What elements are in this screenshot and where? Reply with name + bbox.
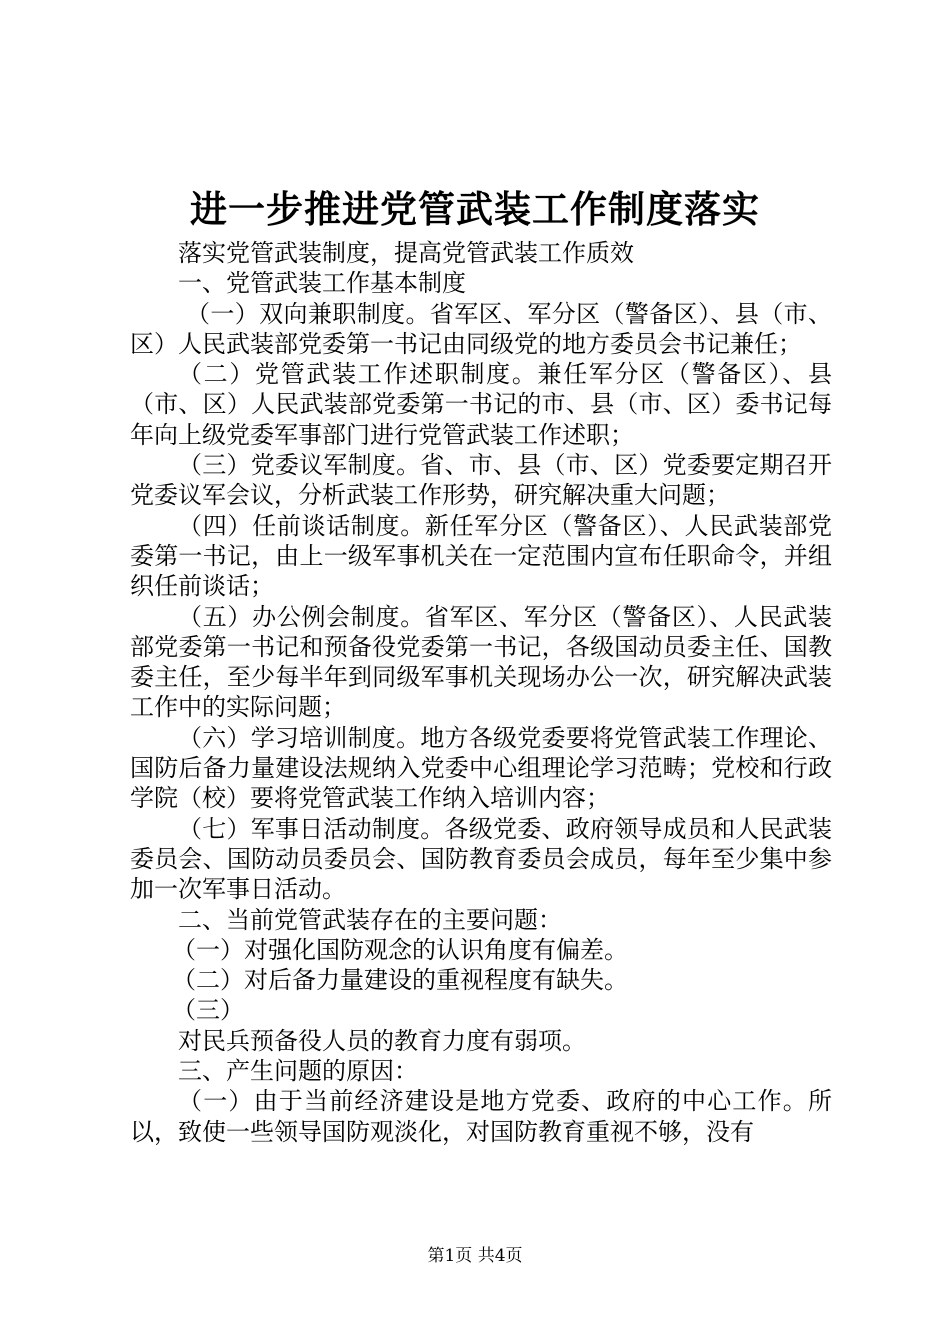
section-heading-1: 一、党管武装工作基本制度	[178, 269, 466, 298]
paragraph-item-2: （二）党管武装工作述职制度。兼任军分区（警备区）、县（市、区）人民武装部党委第一书记的市、县（市、区）委书记每年向上级党委军事部门进行党管武装工作述职；	[130, 360, 832, 449]
page-footer: 第1页 共4页	[427, 1246, 523, 1266]
paragraph-subtitle: 落实党管武装制度，提高党管武装工作质效	[178, 239, 634, 267]
paragraph-item-5: （五）办公例会制度。省军区、军分区（警备区）、人民武装部党委第一书记和预备役党委第一书记，各级国动员委主任、国教委主任，至少每半年到同级军事机关现场办公一次，研究解决武装工作中的实际问题；	[130, 602, 832, 722]
paragraph-item-4: （四）任前谈话制度。新任军分区（警备区）、人民武装部党委第一书记，由上一级军事机关在一定范围内宣布任职命令，并组织任前谈话；	[130, 511, 832, 601]
cause-item-1: （一）由于当前经济建设是地方党委、政府的中心工作。所以，致使一些领导国防观淡化，对国防教育重视不够，没有	[130, 1087, 832, 1146]
document-body	[130, 238, 832, 1147]
paragraph-item-1: （一）双向兼职制度。省军区、军分区（警备区）、县（市、区）人民武装部党委第一书记由同级党的地方委员会书记兼任；	[130, 299, 832, 358]
paragraph-item-7: （七）军事日活动制度。各级党委、政府领导成员和人民武装委员会、国防动员委员会、国防教育委员会成员，每年至少集中参加一次军事日活动。	[130, 814, 832, 904]
problem-item-1: （一）对强化国防观念的认识角度有偏差。	[172, 935, 628, 964]
problem-item-3-text: 对民兵预备役人员的教育力度有弱项。	[178, 1026, 586, 1055]
paragraph-item-3: （三）党委议军制度。省、市、县（市、区）党委要定期召开党委议军会议，分析武装工作形势，研究解决重大问题；	[130, 451, 832, 510]
paragraph-item-6: （六）学习培训制度。地方各级党委要将党管武装工作理论、国防后备力量建设法规纳入党委中心组理论学习范畴；党校和行政学院（校）要将党管武装工作纳入培训内容；	[130, 723, 832, 813]
section-heading-2: 二、当前党管武装存在的主要问题：	[178, 905, 562, 934]
problem-item-2: （二）对后备力量建设的重视程度有缺失。	[172, 966, 628, 995]
problem-item-3-number: （三）	[172, 996, 244, 1025]
document-title: 进一步推进党管武装工作制度落实	[190, 187, 760, 231]
section-heading-3: 三、产生问题的原因：	[178, 1057, 418, 1086]
